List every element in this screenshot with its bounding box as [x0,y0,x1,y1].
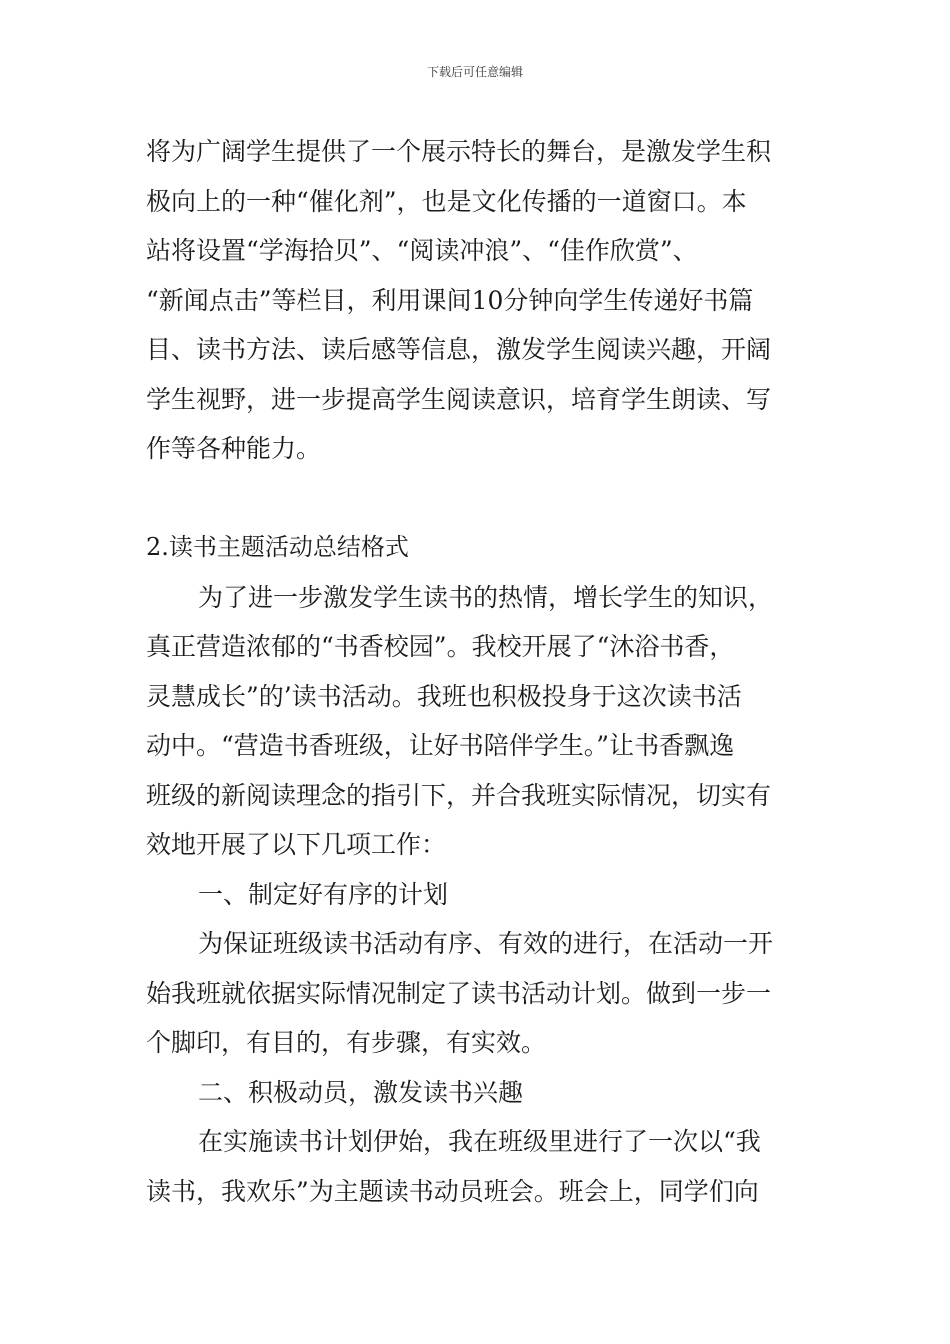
text-line: 班级的新阅读理念的指引下，并合我班实际情况，切实有 [146,780,772,810]
text-line: 读书，我欢乐”为主题读书动员班会。班会上，同学们向 [146,1176,759,1206]
text-line: “新闻点击”等栏目，利用课间10分钟向学生传递好书篇 [146,285,754,315]
text-line: 个脚印，有目的，有步骤，有实效。 [146,1028,547,1057]
text-line: 灵慧成长”的’读书活动。我班也积极投身于这次读书活 [146,681,742,711]
text-line: 始我班就依据实际情况制定了读书活动计划。做到一步一 [146,978,772,1008]
paragraph [146,1117,810,1216]
text-line: 作等各种能力。 [146,434,322,463]
text-line: 目、读书方法、读后感等信息，激发学生阅读兴趣，开阔 [146,335,772,364]
text-line: 学生视野，进一步提高学生阅读意识，培育学生朗读、写 [146,384,772,414]
subheading: 二、积极动员，激发读书兴趣 [198,1077,524,1107]
paragraph [146,919,810,1068]
text-line: 为了进一步激发学生读书的热情，增长学生的知识， [198,582,774,612]
paragraph-spacer [146,474,810,524]
text-line: 为保证班级读书活动有序、有效的进行，在活动一开 [198,929,774,958]
text-line: 在实施读书计划伊始，我在班级里进行了一次以“我 [198,1127,761,1156]
text-line: 站将设置“学海拾贝”、“阅读冲浪”、“佳作欣赏”、 [146,236,698,265]
text-line: 将为广阔学生提供了一个展示特长的舞台，是激发学生积 [146,137,772,166]
paragraph [146,573,810,870]
text-line: 动中。“营造书香班级，让好书陪伴学生。”让书香飘逸 [146,731,735,760]
section-heading: 2.读书主题活动总结格式 [146,533,409,561]
text-line: 真正营造浓郁的“书香校园”。我校开展了“沐浴书香， [146,632,735,661]
text-line: 极向上的一种“催化剂”，也是文化传播的一道窗口。本 [146,186,747,216]
document-body [146,127,810,1216]
paragraph [146,127,810,474]
subheading: 一、制定好有序的计划 [198,879,449,909]
text-line: 效地开展了以下几项工作： [146,830,447,859]
page-header-note: 下载后可任意编辑 [426,65,523,79]
